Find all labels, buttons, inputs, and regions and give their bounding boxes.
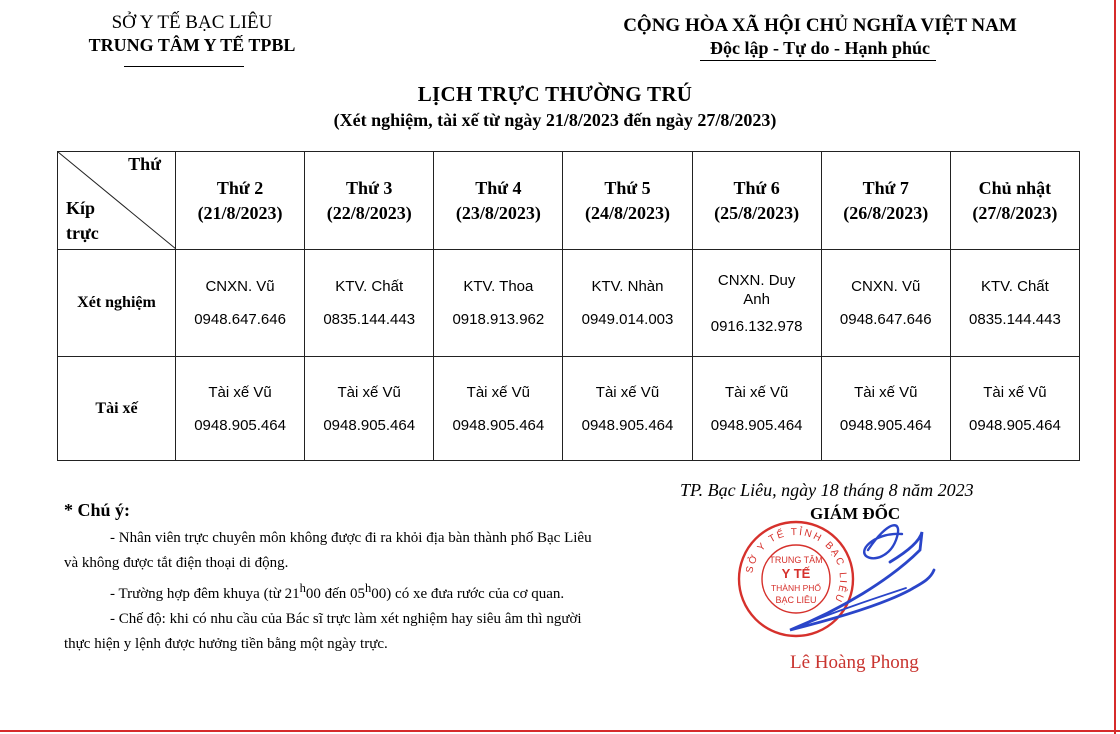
row-label: Tài xế xyxy=(58,357,176,461)
schedule-table xyxy=(57,151,1080,461)
note-2-mid: 00 đến 05 xyxy=(305,586,366,602)
staff-phone: 0835.144.443 xyxy=(969,311,1061,328)
stamp-center-line-3: THÀNH PHỐ xyxy=(770,583,822,593)
note-2-sup2: h xyxy=(365,581,372,595)
table-row-driver xyxy=(58,357,1080,461)
page-frame-right xyxy=(1114,0,1116,734)
document-subtitle: (Xét nghiệm, tài xế từ ngày 21/8/2023 đến ngày 27/8/2023) xyxy=(333,110,777,130)
note-1b: và không được tắt điện thoại di động. xyxy=(64,555,289,571)
note-2-pre: - Trường hợp đêm khuya (từ 21 xyxy=(110,586,300,602)
sign-role: GIÁM ĐỐC xyxy=(810,504,901,523)
day-name: Thứ 5 xyxy=(604,177,651,198)
center-name: TRUNG TÂM Y TẾ TPBL xyxy=(88,35,296,55)
driver-phone: 0948.905.464 xyxy=(839,416,932,434)
department-name: SỞ Y TẾ BẠC LIÊU xyxy=(111,12,273,33)
staff-name: KTV. Chất xyxy=(335,278,404,295)
national-motto: Độc lập - Tự do - Hạnh phúc xyxy=(709,38,931,58)
note-2-post: 00) có xe đưa rước của cơ quan. xyxy=(371,586,565,602)
staff-phone: 0918.913.962 xyxy=(452,311,545,328)
staff-phone: 0949.014.003 xyxy=(581,311,674,328)
staff-name: CNXN. Vũ xyxy=(851,278,921,295)
shift-cell xyxy=(176,250,305,357)
note-3a: - Chế độ: khi có nhu cầu của Bác sĩ trực làm xét nghiệm hay siêu âm thì người xyxy=(110,611,582,627)
staff-phone: 0948.647.646 xyxy=(839,311,932,328)
day-date: (22/8/2023) xyxy=(326,202,412,223)
day-header xyxy=(176,152,305,250)
shift-cell xyxy=(563,250,692,357)
driver-name: Tài xế Vũ xyxy=(595,383,660,401)
row-label: Xét nghiệm xyxy=(58,250,176,357)
notes-title: * Chú ý: xyxy=(64,500,131,520)
shift-cell xyxy=(692,357,821,461)
corner-shift-label-1: Kíp xyxy=(66,198,96,218)
staff-name: CNXN. Vũ xyxy=(205,278,275,295)
shift-cell xyxy=(950,357,1079,461)
stamp-center-line-2: Y TẾ xyxy=(781,566,811,581)
day-header xyxy=(563,152,692,250)
day-date: (21/8/2023) xyxy=(197,202,283,223)
day-date: (25/8/2023) xyxy=(714,202,800,223)
day-date: (24/8/2023) xyxy=(584,202,670,223)
document-title: LỊCH TRỰC THƯỜNG TRÚ xyxy=(417,82,693,106)
staff-name: KTV. Chất xyxy=(981,278,1049,295)
day-header xyxy=(434,152,563,250)
driver-name: Tài xế Vũ xyxy=(854,383,918,401)
driver-name: Tài xế Vũ xyxy=(337,383,401,401)
driver-phone: 0948.905.464 xyxy=(969,416,1061,434)
driver-phone: 0948.905.464 xyxy=(581,416,674,434)
day-header xyxy=(305,152,434,250)
day-header xyxy=(692,152,821,250)
staff-name: CNXN. Duy Anh xyxy=(717,271,796,308)
shift-cell xyxy=(176,357,305,461)
driver-name: Tài xế Vũ xyxy=(724,383,789,401)
national-title: CỘNG HÒA XÃ HỘI CHỦ NGHĨA VIỆT NAM xyxy=(623,15,1017,36)
day-name: Thứ 4 xyxy=(475,177,522,198)
staff-name: KTV. Thoa xyxy=(463,278,534,295)
driver-name: Tài xế Vũ xyxy=(208,383,272,401)
note-1a: - Nhân viên trực chuyên môn không được đi ra khỏi địa bàn thành phố Bạc Liêu xyxy=(110,530,592,546)
corner-shift-label-2: trực xyxy=(66,223,99,243)
note-3b: thực hiện y lệnh được hưởng tiền bằng một ngày trực. xyxy=(64,636,388,652)
day-header xyxy=(821,152,950,250)
day-name: Thứ 2 xyxy=(216,177,264,198)
shift-cell xyxy=(305,357,434,461)
day-name: Chủ nhật xyxy=(978,177,1052,198)
note-2 xyxy=(64,576,664,607)
shift-cell xyxy=(821,357,950,461)
table-row-lab xyxy=(58,250,1080,357)
shift-cell xyxy=(692,250,821,357)
header-left-underline xyxy=(124,66,244,67)
day-date: (23/8/2023) xyxy=(455,202,541,223)
day-header xyxy=(950,152,1079,250)
shift-cell xyxy=(434,250,563,357)
driver-name: Tài xế Vũ xyxy=(466,383,531,401)
shift-cell xyxy=(821,250,950,357)
header-right xyxy=(600,15,1040,59)
signer-name: Lê Hoàng Phong xyxy=(790,652,919,673)
stamp-center-line-4: BẠC LIÊU xyxy=(775,595,817,605)
driver-name: Tài xế Vũ xyxy=(983,383,1047,401)
corner-shift-label xyxy=(66,196,99,246)
driver-phone: 0948.905.464 xyxy=(452,416,545,434)
driver-phone: 0948.905.464 xyxy=(710,416,803,434)
notes-section xyxy=(64,498,664,657)
day-name: Thứ 3 xyxy=(346,177,393,198)
table-header-row xyxy=(58,152,1080,250)
day-date: (26/8/2023) xyxy=(843,202,929,223)
staff-phone: 0835.144.443 xyxy=(323,311,416,328)
header-left xyxy=(62,12,322,56)
day-name: Thứ 7 xyxy=(862,177,909,198)
staff-phone: 0948.647.646 xyxy=(194,311,286,328)
shift-cell xyxy=(950,250,1079,357)
corner-day-label: Thứ xyxy=(128,154,161,174)
page-frame-bottom xyxy=(0,730,1120,732)
handwritten-signature xyxy=(770,510,940,650)
shift-cell xyxy=(563,357,692,461)
shift-cell xyxy=(434,357,563,461)
sign-date: TP. Bạc Liêu, ngày 18 tháng 8 năm 2023 xyxy=(680,480,974,500)
day-date: (27/8/2023) xyxy=(972,202,1058,223)
staff-name: KTV. Nhàn xyxy=(591,278,664,295)
shift-cell xyxy=(305,250,434,357)
stamp-center-line-1: TRUNG TÂM xyxy=(769,555,823,565)
driver-phone: 0948.905.464 xyxy=(194,416,286,434)
note-2-sup1: h xyxy=(299,581,306,595)
day-name: Thứ 6 xyxy=(733,177,780,198)
driver-phone: 0948.905.464 xyxy=(323,416,416,434)
staff-phone: 0916.132.978 xyxy=(710,317,803,335)
header-right-underline xyxy=(700,60,936,61)
stamp-ring-text: SỞ Y TẾ TỈNH BẠC LIÊU xyxy=(744,526,849,605)
corner-cell xyxy=(58,152,176,250)
